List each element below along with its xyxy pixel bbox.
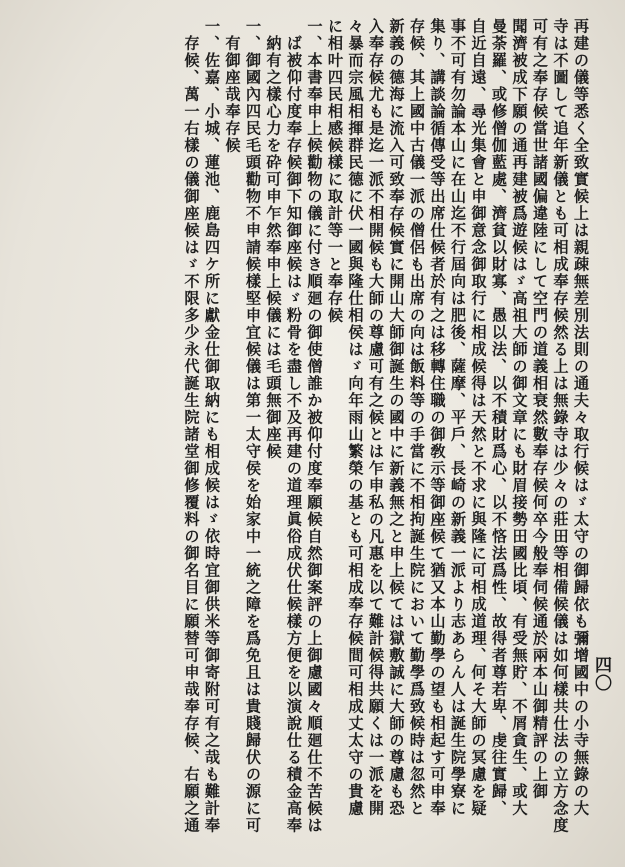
text-column: 々暴而宗風相揮群民德に伏一國與隆仕相侯はゞ向年雨山繁榮の基とも可相成奉存候間可相成丈太守の貴慮 [346,18,365,817]
text-column: 可有之奉存候當世諸國偏違陸にして空門の道義相衰然數奉存候何卒今般奉伺候通於兩本山御精評の上御 [531,18,549,800]
item-heading-column: 一、御國內四民毛頭勸物不申請候樣堅申宜候儀は第一太守侯を始家中一統之障を爲免且は貴賤歸伏の源に可 [244,18,262,834]
item-heading-column: 一、本書奉申上候勸物の儀に付き順廻の御使僧誰か被仰付度奉願候自然御案評の上御慮國々順廻仕不苦候は [305,18,324,834]
text-column: ば被仰付度奉存候御下知御座候はゞ粉骨を盡し不及再建の道理眞俗成伏仕候樣方便を以演說仕る積金高奉 [285,35,303,834]
vertical-text-body [11,18,591,856]
text-column: 入奉存候尤も是迄一派不相開候も大師の尊慮可有之候とは乍申私の凡惠を以て難計候得共願くは一派を開 [367,18,385,817]
text-column: 自近自遠、尋光集會と申御意念御取行に相成候得は天然と不求に與隆に可相成道理、何そ大師の冥慮を疑 [469,18,488,817]
text-column: 新義の德海に流入可致奉存候實に開山大師御誕生の國中に新義無之と申上候ては獄敷誠に大師の尊慮も恐 [387,18,406,817]
text-column: 存候、萬一右樣の儀御座候はゞ不限多少永代誕生院諸堂御修覆料の御名目に願替可申哉奉存候、右願之通 [182,35,201,834]
item-heading-column: 一、佐嘉、小城、蓮池、鹿島四ケ所に獻金仕御取納にも相成候はゞ依時宜御供米等御寄附可有之哉も難計奉 [203,18,221,834]
text-column: 寺は不圖して追年新儀とも可相成奉存候然る上は無錄寺は少々の莊田等相備候儀は如何樣共仕法の立方念度 [551,18,570,834]
text-column: 集り、講談論循傳受等出席仕候者於有之は移轉住職の御敎示等御座候て猶又本山勤學の望も相起す可申奉 [428,18,447,817]
text-column: 事不可有勿論本山に在山迄不行屆向は肥後、薩摩、平戶、長崎の新義一派より志あらん人は誕生院學寮に [449,18,467,817]
text-column: 曼荼羅、或修僧伽藍處、濟貧以財寡、愚以法、以不積財爲心、以不悋法爲性、故得者尊若卑、虔往實歸、 [490,18,508,817]
text-column: 納有之樣心力を砕可申乍然奉申上候儀には毛頭無御座候 [264,35,283,460]
text-column: に相叶四民相感候樣に取計等一と奉存候 [326,18,344,324]
text-column: 聞濟被成下願の通再建被爲遊候はゞ高祖大師の御文章にも財眉接勢田國比頃、有受無貯、不屑貪生、或大 [510,18,529,817]
text-column: 再建の儀等悉く全致實候上は親疎無差別法則の通夫々取行候はゞ太守の御歸依も彌增國中の小寺無錄の大 [572,18,590,817]
text-column: 有御座哉奉存候 [223,35,242,154]
text-column: 存候、其上國中古儀一派の僧侶も出席の向は飯料等の手當に不相拘誕生院において勤學爲致候時は忽然と [408,18,426,817]
page-number: 四〇 [591,656,611,692]
